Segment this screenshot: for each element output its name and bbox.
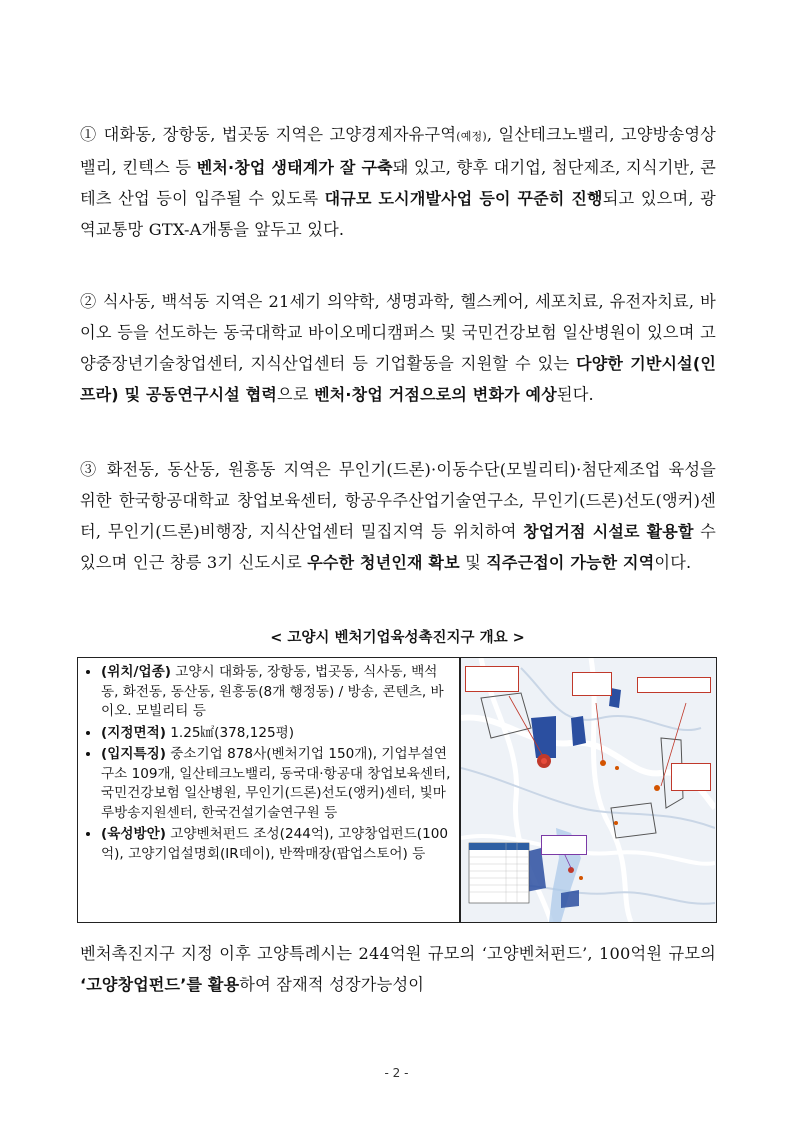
district-map-image (461, 658, 716, 922)
p4-text-b: 하여 잠재적 성장가능성이 (239, 975, 425, 994)
overview-item-text: 중소기업 878사(벤처기업 150개), 기업부설연구소 109개, 일산테크노밸리, 동국대·항공대 창업보육센터, 국민건강보험 일산병원, 무인기(드론)선도(앵커)센터, 빛마루방송지원센터, 한국건설기술연구원 등 (101, 746, 451, 821)
map-label-2 (572, 672, 612, 696)
overview-box (77, 657, 717, 923)
paragraph-1 (80, 119, 716, 245)
overview-item-text: 고양시 대화동, 장항동, 법곳동, 식사동, 백석동, 화전동, 동산동, 원흥동(8개 행정동) / 방송, 콘텐츠, 바이오. 모빌리티 등 (101, 664, 444, 719)
map-label-1 (465, 666, 519, 692)
p1-text-b: , 일산테크노밸리, 고양방송영상밸리, 킨텍스 등 (80, 125, 716, 177)
page-number: - 2 - (384, 1066, 409, 1080)
p2-bold-1: 다양한 기반시설(인프라) 및 공동연구시설 협력 (80, 354, 717, 404)
p2-text-a: ② 식사동, 백석동 지역은 21세기 의약학, 생명과학, 헬스케어, 세포치료, 유전자치료, 바이오 등을 선도하는 동국대학교 바이오메디캠퍼스 및 국민건강보험 일산병원이 있으며 고양중장년기술창업센터, 지식산업센터 등 기업활동을 지원할 수 있는 (80, 292, 716, 373)
map-label-3 (637, 677, 711, 693)
p3-text-b: 수 있으며 인근 창릉 3기 신도시로 (80, 522, 716, 572)
p1-bold-2: 대규모 도시개발사업 등이 꾸준히 진행 (324, 189, 603, 208)
p4-bold-1: ‘고양창업펀드’를 활용 (80, 975, 240, 994)
overview-item-label: (위치/업종) (101, 664, 171, 680)
overview-item-text: 고양벤처펀드 조성(244억), 고양창업펀드(100억), 고양기업설명회(IR데이), 반짝매장(팝업스토어) 등 (101, 826, 449, 862)
overview-item-plan (101, 825, 453, 864)
paragraph-3 (80, 454, 716, 578)
p2-bold-2: 벤처·창업 거점으로의 변화가 예상 (314, 385, 557, 404)
p3-text-d: 이다. (654, 553, 692, 572)
p1-bold-1: 벤처·창업 생태계가 잘 구축 (196, 158, 393, 177)
overview-item-label: (육성방안) (101, 826, 166, 842)
p4-text-a: 벤처촉진지구 지정 이후 고양특례시는 244억원 규모의 ‘고양벤처펀드’, 100억원 규모의 (80, 944, 716, 963)
p1-text-d: 되고 있으며, 광역교통망 GTX-A개통을 앞두고 있다. (80, 189, 716, 239)
p1-text-a: ① 대화동, 장항동, 법곳동 지역은 고양경제자유구역 (80, 125, 457, 144)
paragraph-2 (80, 286, 716, 410)
p2-text-b: 으로 (277, 385, 315, 404)
overview-list (84, 663, 453, 864)
p1-text-c: 돼 있고, 향후 대기업, 첨단제조, 지식기반, 콘테츠 산업 등이 입주될 수 있도록 (80, 158, 717, 208)
map-label-4 (671, 763, 711, 791)
overview-title: < 고양시 벤처기업육성촉진지구 개요 > (270, 630, 525, 646)
overview-item-label: (지정면적) (101, 724, 166, 741)
overview-item-features (101, 745, 453, 823)
p3-bold-1: 창업거점 시설로 활용할 (523, 522, 694, 541)
p3-text-a: ③ 화전동, 동산동, 원흥동 지역은 무인기(드론)·이동수단(모빌리티)·첨단제조업 육성을 위한 한국항공대학교 창업보육센터, 항공우주산업기술연구소, 무인기(드론)선도(앵커)센터, 무인기(드론)비행장, 지식산업센터 밀집지역 등 위치하여 (80, 460, 716, 541)
map-label-5 (541, 835, 587, 855)
p3-text-c: 및 (459, 553, 487, 572)
paragraph-4 (80, 938, 716, 1000)
overview-list-panel (78, 658, 461, 922)
p3-bold-2: 우수한 청년인재 확보 (307, 553, 460, 572)
overview-item-area (101, 724, 453, 744)
p1-text-small: (예정) (456, 130, 487, 143)
overview-item-text: 1.25㎢(378,125평) (165, 724, 295, 741)
overview-item-location (101, 663, 453, 722)
p3-bold-3: 직주근접이 가능한 지역 (486, 553, 655, 572)
overview-item-label: (입지특징) (101, 746, 166, 762)
p2-text-c: 된다. (556, 385, 594, 404)
